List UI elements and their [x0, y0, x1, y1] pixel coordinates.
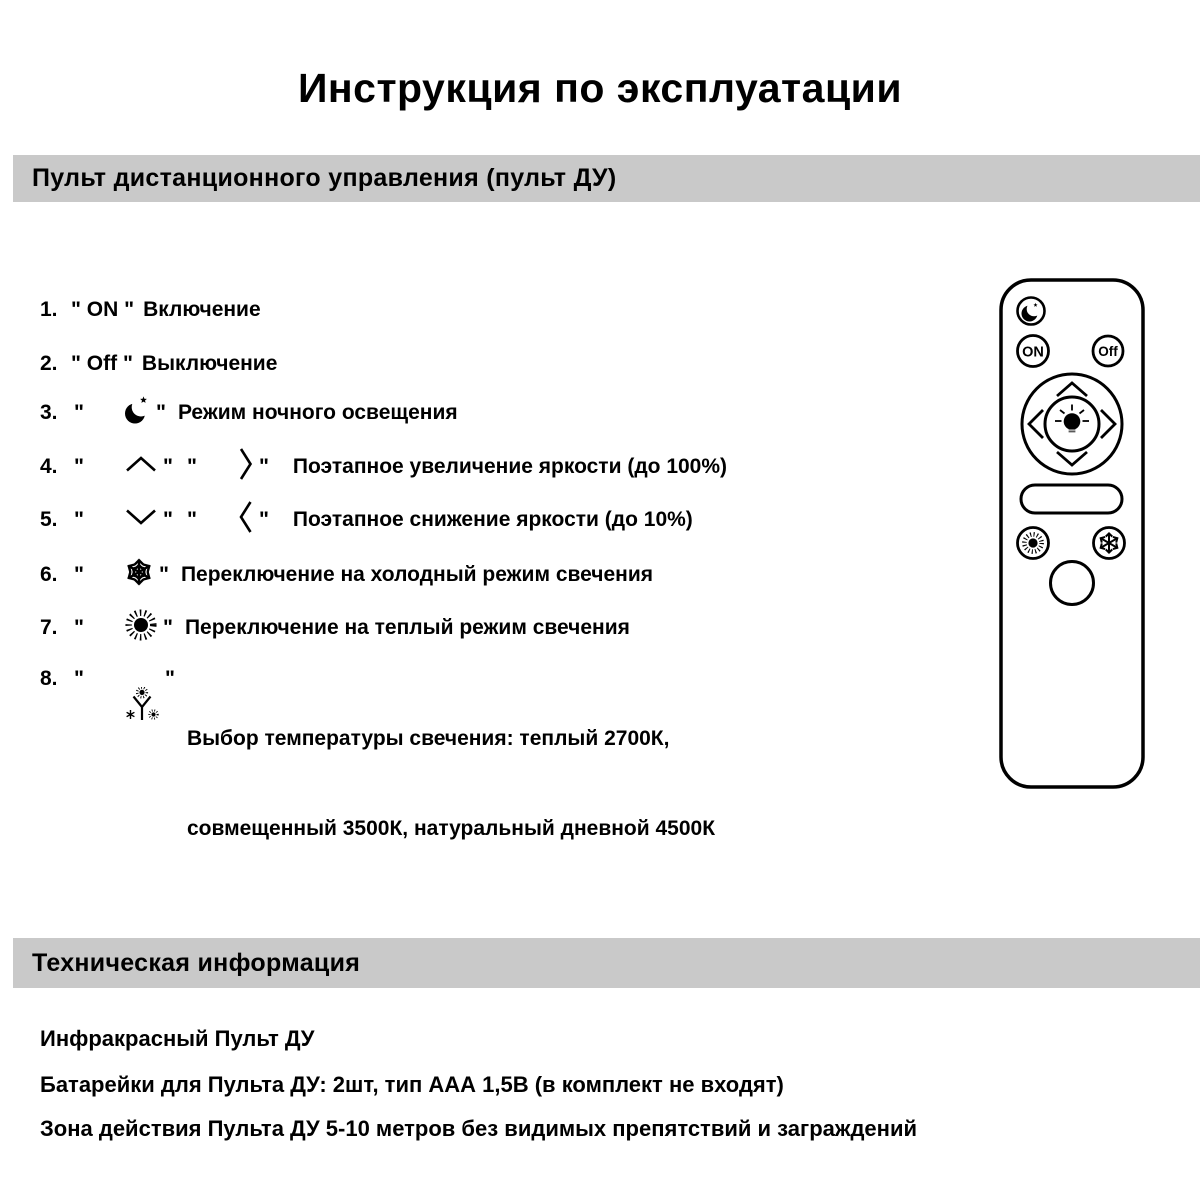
item-description-line-2: совмещенный 3500К, натуральный дневной 4500К	[186, 817, 716, 840]
item-description: Включение	[143, 298, 261, 321]
item-number: 3.	[40, 401, 58, 424]
quote-mark: "	[258, 455, 269, 478]
quote-mark: "	[186, 508, 197, 531]
on-button	[1018, 336, 1049, 367]
quote-mark: "	[162, 455, 173, 478]
round-bottom-button	[1051, 562, 1094, 605]
item-description: Поэтапное снижение яркости (до 10%)	[292, 508, 693, 531]
quote-mark: "	[258, 508, 269, 531]
list-item-2	[40, 346, 277, 382]
item-description: Переключение на холодный режим свечения	[180, 563, 654, 586]
item-number: 4.	[40, 455, 58, 478]
item-number: 2.	[40, 352, 58, 375]
tech-info-line: Батарейки для Пульта ДУ: 2шт, тип ААА 1,5В (в комплект не входят)	[40, 1072, 784, 1097]
quote-mark: "	[74, 508, 84, 531]
item-number: 8.	[40, 667, 58, 690]
on-button-text: ON	[1022, 344, 1044, 361]
item-description: Переключение на теплый режим свечения	[184, 616, 630, 639]
tech-info-line: Зона действия Пульта ДУ 5-10 метров без видимых препятствий и заграждений	[40, 1116, 918, 1141]
off-button-text: Off	[1098, 344, 1118, 359]
quote-mark: "	[74, 616, 84, 639]
section-header-remote-label: Пульт дистанционного управления (пульт ДУ)	[32, 164, 617, 192]
quote-mark: "	[162, 616, 173, 639]
list-item-7	[40, 610, 630, 646]
quote-mark: "	[158, 563, 169, 586]
quote-mark: "	[186, 455, 197, 478]
section-header-tech	[13, 938, 1200, 988]
list-item-4	[40, 449, 727, 485]
page-title: Инструкция по эксплуатации	[297, 65, 903, 111]
cold-mode-button	[1094, 528, 1125, 559]
list-item-1	[40, 292, 261, 328]
section-header-remote	[13, 155, 1200, 202]
item-number: 6.	[40, 563, 58, 586]
remote-control-illustration	[992, 272, 1152, 802]
off-button-label: " Off "	[71, 352, 133, 375]
item-description: Режим ночного освещения	[177, 401, 458, 424]
dpad	[1022, 374, 1122, 474]
quote-mark: "	[74, 455, 84, 478]
item-description: Поэтапное увеличение яркости (до 100%)	[292, 455, 728, 478]
sun-icon	[89, 584, 158, 672]
quote-mark: "	[74, 563, 84, 586]
item-description	[187, 664, 715, 904]
quote-mark: "	[74, 667, 84, 690]
list-item-8	[40, 664, 716, 840]
quote-mark: "	[164, 667, 175, 690]
item-number: 7.	[40, 616, 58, 639]
item-description: Выключение	[141, 352, 278, 375]
tech-info-line: Инфракрасный Пульт ДУ	[40, 1026, 315, 1051]
section-header-tech-label: Техническая информация	[32, 948, 361, 977]
warm-mode-button	[1018, 528, 1049, 559]
item-description-line-1: Выбор температуры свечения: теплый 2700К,	[186, 727, 670, 750]
night-mode-button	[1018, 298, 1045, 325]
quote-mark: "	[155, 401, 166, 424]
off-button	[1093, 336, 1123, 366]
quote-mark: "	[162, 508, 173, 531]
item-number: 1.	[40, 298, 58, 321]
pill-button	[1021, 485, 1122, 513]
quote-mark: "	[74, 401, 84, 424]
on-button-label: " ON "	[71, 298, 135, 321]
item-number: 5.	[40, 508, 58, 531]
chevron-left-icon	[202, 474, 254, 566]
color-temperature-selector-icon	[89, 663, 160, 753]
